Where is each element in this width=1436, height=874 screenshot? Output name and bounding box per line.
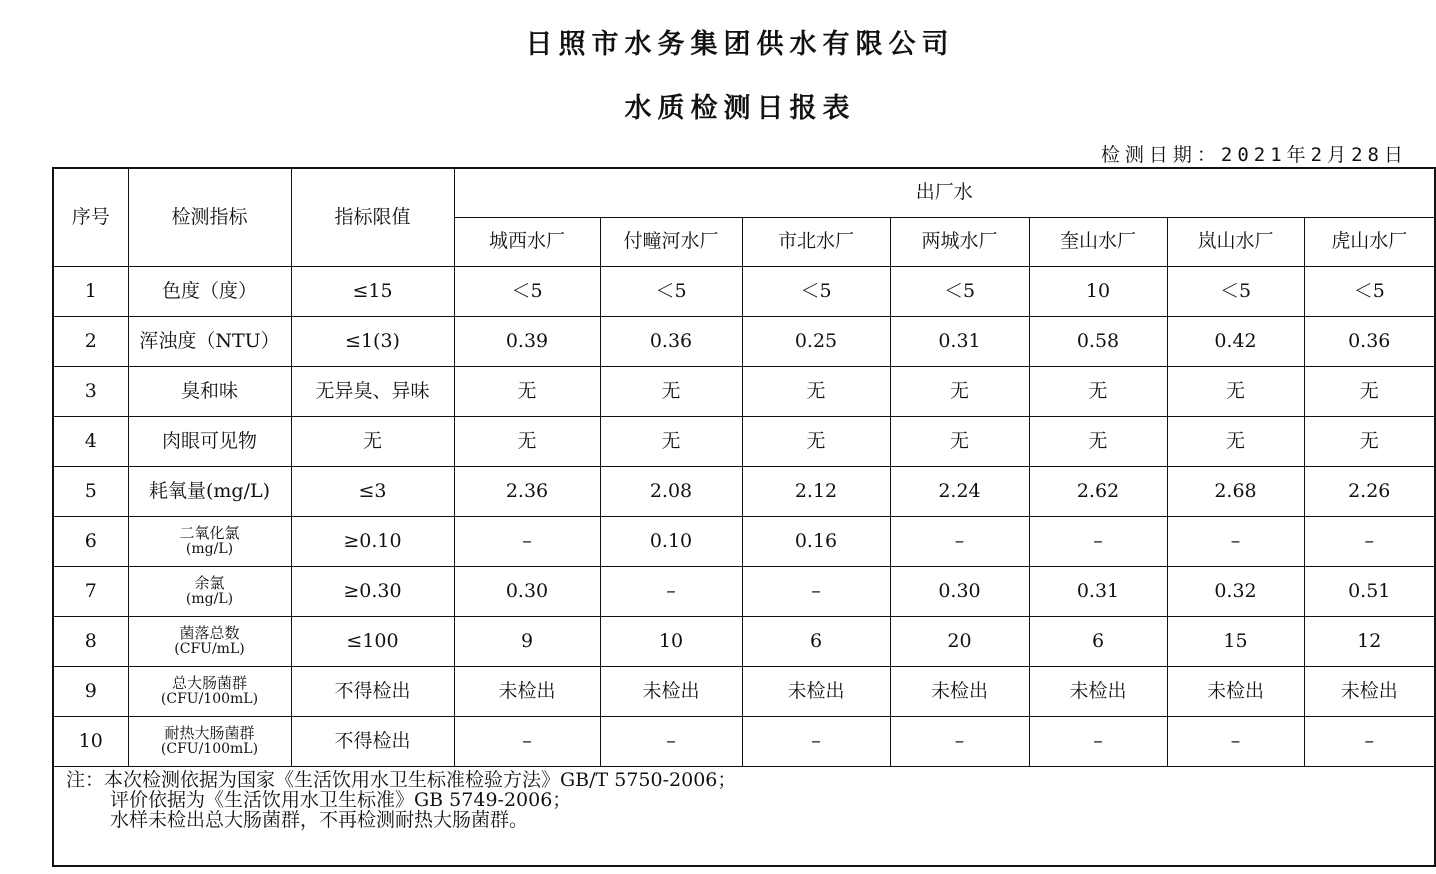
row-limit: ≤100 [291, 617, 454, 667]
row-value: 0.32 [1167, 567, 1304, 617]
row-value: 无 [1029, 417, 1167, 467]
row-value: 无 [890, 367, 1029, 417]
row-value: 9 [454, 617, 600, 667]
note-line: 水样未检出总大肠菌群，不再检测耐热大肠菌群。 [110, 808, 529, 831]
note-line: 注：本次检测依据为国家《生活饮用水卫生标准检验方法》GB/T 5750-2006； [66, 769, 737, 791]
table-row [53, 317, 1435, 367]
table-row [53, 267, 1435, 317]
header-row-1 [53, 168, 1435, 218]
row-value: ＜5 [454, 267, 600, 317]
row-value: 6 [1029, 617, 1167, 667]
row-indicator [128, 617, 291, 667]
row-value: – [1029, 717, 1167, 767]
row-value: 无 [454, 417, 600, 467]
note-line: 评价依据为《生活饮用水卫生标准》GB 5749-2006； [110, 788, 572, 811]
header-plant: 两城水厂 [890, 218, 1029, 267]
table-row [53, 467, 1435, 517]
row-seq: 9 [53, 667, 128, 717]
row-value: ＜5 [1167, 267, 1304, 317]
header-plant: 奎山水厂 [1029, 218, 1167, 267]
row-value: 0.51 [1304, 567, 1435, 617]
row-indicator [128, 717, 291, 767]
row-limit: ≤15 [291, 267, 454, 317]
row-value: – [454, 717, 600, 767]
row-value: 2.08 [600, 467, 742, 517]
row-value: 0.10 [600, 517, 742, 567]
table-row [53, 417, 1435, 467]
indicator-unit: (CFU/100mL) [160, 741, 259, 758]
header-plant: 付疃河水厂 [600, 218, 742, 267]
row-value: 未检出 [890, 667, 1029, 717]
row-limit: 不得检出 [291, 717, 454, 767]
row-limit: ≥0.30 [291, 567, 454, 617]
table-row [53, 517, 1435, 567]
indicator-name: 总大肠菌群 [171, 674, 247, 693]
row-seq: 1 [53, 267, 128, 317]
indicator-unit: (CFU/100mL) [160, 691, 259, 708]
row-value: 0.36 [1304, 317, 1435, 367]
row-value: 0.16 [742, 517, 890, 567]
row-indicator: 色度（度） [128, 267, 291, 317]
row-value: – [1167, 717, 1304, 767]
row-value: – [600, 567, 742, 617]
row-value: 20 [890, 617, 1029, 667]
header-group-outlet-water: 出厂水 [454, 168, 1435, 218]
row-limit: ≤3 [291, 467, 454, 517]
row-value: – [890, 517, 1029, 567]
row-value: 0.36 [600, 317, 742, 367]
row-value: 无 [1304, 417, 1435, 467]
row-limit: ≤1(3) [291, 317, 454, 367]
row-value: 2.12 [742, 467, 890, 517]
row-value: – [742, 567, 890, 617]
row-value: ＜5 [600, 267, 742, 317]
row-value: 10 [600, 617, 742, 667]
table-row [53, 617, 1435, 667]
row-indicator: 耗氧量(mg/L) [128, 467, 291, 517]
row-value: 0.31 [1029, 567, 1167, 617]
row-value: 0.42 [1167, 317, 1304, 367]
row-value: 未检出 [1167, 667, 1304, 717]
report-title: 水质检测日报表 [624, 93, 856, 124]
indicator-unit: (mg/L) [185, 591, 234, 608]
row-seq: 7 [53, 567, 128, 617]
header-plant: 岚山水厂 [1167, 218, 1304, 267]
row-value: 12 [1304, 617, 1435, 667]
row-value: 无 [600, 367, 742, 417]
row-value: 2.36 [454, 467, 600, 517]
row-indicator: 臭和味 [128, 367, 291, 417]
indicator-name: 菌落总数 [179, 624, 240, 643]
row-seq: 10 [53, 717, 128, 767]
row-seq: 5 [53, 467, 128, 517]
table-row [53, 367, 1435, 417]
header-plant: 城西水厂 [454, 218, 600, 267]
row-value: 2.26 [1304, 467, 1435, 517]
row-indicator: 浑浊度（NTU） [128, 317, 291, 367]
row-indicator [128, 567, 291, 617]
row-value: – [1304, 517, 1435, 567]
indicator-unit: (CFU/mL) [174, 641, 245, 658]
row-value: – [1167, 517, 1304, 567]
row-value: 10 [1029, 267, 1167, 317]
row-value: 6 [742, 617, 890, 667]
row-value: – [1304, 717, 1435, 767]
indicator-unit: (mg/L) [185, 541, 234, 558]
company-title: 日照市水务集团供水有限公司 [525, 29, 955, 60]
row-value: 未检出 [1304, 667, 1435, 717]
indicator-name: 二氧化氯 [179, 524, 240, 543]
row-seq: 4 [53, 417, 128, 467]
row-seq: 8 [53, 617, 128, 667]
row-indicator: 肉眼可见物 [128, 417, 291, 467]
row-value: – [454, 517, 600, 567]
row-value: 无 [742, 367, 890, 417]
row-value: 无 [1167, 417, 1304, 467]
header-seq: 序号 [53, 168, 128, 267]
row-value: – [742, 717, 890, 767]
row-value: 无 [1029, 367, 1167, 417]
row-indicator [128, 667, 291, 717]
row-seq: 3 [53, 367, 128, 417]
row-value: 未检出 [742, 667, 890, 717]
row-value: 未检出 [600, 667, 742, 717]
row-value: 0.25 [742, 317, 890, 367]
row-value: – [890, 717, 1029, 767]
row-value: 15 [1167, 617, 1304, 667]
row-seq: 6 [53, 517, 128, 567]
row-seq: 2 [53, 317, 128, 367]
indicator-name: 余氯 [194, 574, 225, 593]
row-value: 未检出 [1029, 667, 1167, 717]
row-value: 无 [454, 367, 600, 417]
report-date: 检测日期：2021年2月28日 [1100, 144, 1408, 166]
row-value: ＜5 [890, 267, 1029, 317]
table-row [53, 717, 1435, 767]
table-row [53, 567, 1435, 617]
row-value: ＜5 [1304, 267, 1435, 317]
row-value: 未检出 [454, 667, 600, 717]
row-value: 0.39 [454, 317, 600, 367]
header-plant: 虎山水厂 [1304, 218, 1435, 267]
row-value: ＜5 [742, 267, 890, 317]
indicator-name: 耐热大肠菌群 [164, 724, 255, 743]
row-value: 无 [1304, 367, 1435, 417]
notes-row [53, 767, 1435, 867]
header-plant: 市北水厂 [742, 218, 890, 267]
row-limit: 不得检出 [291, 667, 454, 717]
row-limit: ≥0.10 [291, 517, 454, 567]
notes [53, 767, 1435, 867]
row-value: – [1029, 517, 1167, 567]
row-value: 0.31 [890, 317, 1029, 367]
row-limit: 无 [291, 417, 454, 467]
header-indicator: 检测指标 [128, 168, 291, 267]
row-value: 0.30 [890, 567, 1029, 617]
row-limit: 无异臭、异味 [291, 367, 454, 417]
row-value: – [600, 717, 742, 767]
row-value: 无 [890, 417, 1029, 467]
row-value: 2.24 [890, 467, 1029, 517]
row-value: 无 [600, 417, 742, 467]
water-quality-table [52, 167, 1436, 867]
row-value: 无 [1167, 367, 1304, 417]
header-limit: 指标限值 [291, 168, 454, 267]
row-value: 2.68 [1167, 467, 1304, 517]
row-value: 2.62 [1029, 467, 1167, 517]
row-value: 无 [742, 417, 890, 467]
row-indicator [128, 517, 291, 567]
row-value: 0.58 [1029, 317, 1167, 367]
row-value: 0.30 [454, 567, 600, 617]
table-row [53, 667, 1435, 717]
